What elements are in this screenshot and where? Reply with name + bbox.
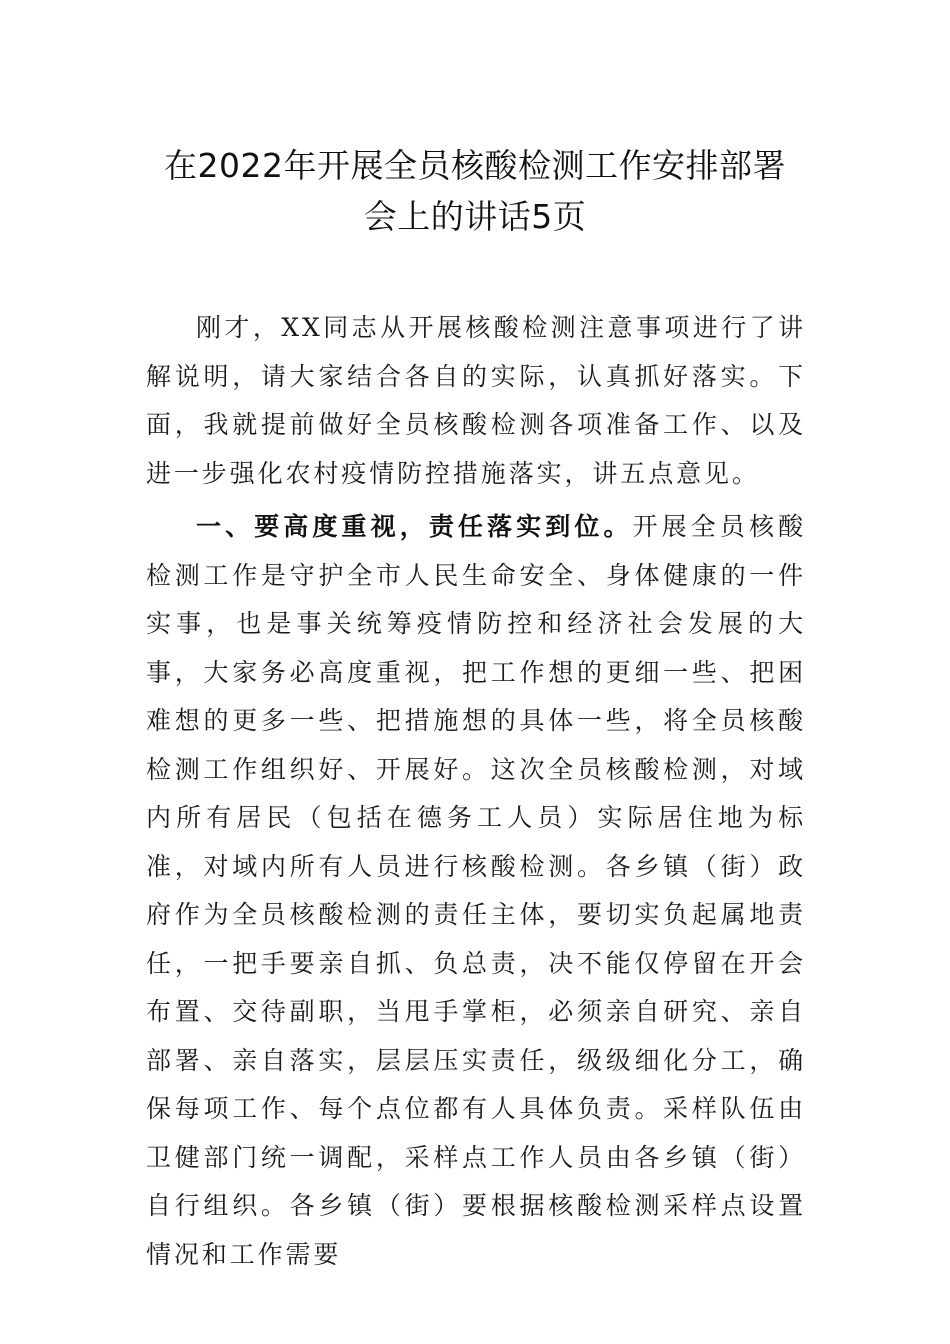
document-title (100, 140, 850, 242)
section-1-text: 开展全员核酸检测工作是守护全市人民生命安全、身体健康的一件实事，也是事关统筹疫情防控和经济社会发展的大事，大家务必高度重视，把工作想的更细一些、把困难想的更多一些、把措施想的具体一些，将全员核酸检测工作组织好、开展好。这次全员核酸检测，对域内所有居民（包括在德务工人员）实际居住地为标准，对域内所有人员进行核酸检测。各乡镇（街）政府作为全员核酸检测的责任主体，要切实负起属地责任，一把手要亲自抓、负总责，决不能仅停留在开会布置、交待副职，当甩手掌柜，必须亲自研究、亲自部署、亲自落实，层层压实责任，级级细化分工，确保每项工作、每个点位都有人具体负责。采样队伍由卫健部门统一调配，采样点工作人员由各乡镇（街）自行组织。各乡镇（街）要根据核酸检测采样点设置情况和工作需要 (146, 512, 806, 1269)
paragraph-intro-text: 刚才，XX同志从开展核酸检测注意事项进行了讲解说明，请大家结合各自的实际，认真抓好落实。下面，我就提前做好全员核酸检测各项准备工作、以及进一步强化农村疫情防控措施落实，讲五点意见。 (146, 313, 806, 488)
document-body (146, 304, 806, 1279)
paragraph-section-1 (146, 503, 806, 1279)
paragraph-intro (146, 304, 806, 498)
title-line-1: 在2022年开展全员核酸检测工作安排部署 (164, 146, 786, 185)
title-line-2: 会上的讲话5页 (363, 197, 587, 236)
section-1-heading: 一、要高度重视，责任落实到位。 (196, 512, 633, 541)
